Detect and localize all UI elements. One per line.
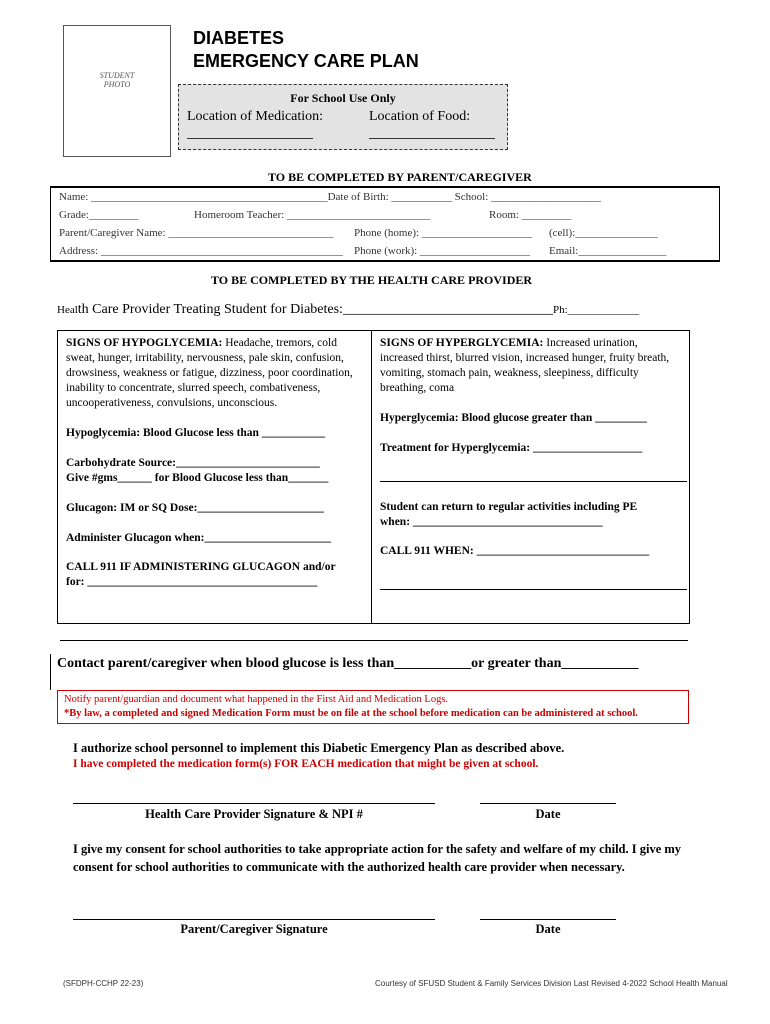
return-to-activities-label: Student can return to regular activities including PE <box>380 501 638 513</box>
hyperglycemia-signs-text: Increased urination, increased thirst, blurred vision, increased hunger, fruity breath, vomiting, stomach pain, weakness, sleepiness, difficulty breathing, coma <box>380 337 670 394</box>
parent-signature-label: Parent/Caregiver Signature <box>180 922 328 936</box>
food-location-label: Location of Food: <box>369 109 471 124</box>
courtesy-footer: Courtesy of SFUSD Student & Family Services Division Last Revised 4-2022 School Health Manual <box>375 979 728 988</box>
photo-label <box>64 71 170 89</box>
contact-left-border <box>50 654 51 690</box>
return-to-activities-field[interactable]: when: _________________________________ <box>380 516 603 528</box>
medication-location-label: Location of Medication: <box>187 109 324 124</box>
medication-form-statement: I have completed the medication form(s) FOR EACH medication that might be given at school. <box>73 758 539 770</box>
hyperglycemia-signs-title: SIGNS OF HYPERGLYCEMIA: <box>380 337 544 349</box>
provider-line-label: th Care Provider Treating Student for Diabetes:______________________________ <box>77 302 553 317</box>
parent-signature-line[interactable] <box>73 919 435 920</box>
call-911-when-field[interactable]: CALL 911 WHEN: ______________________________ <box>380 545 650 557</box>
signs-panel <box>57 330 690 624</box>
hyperglycemia-threshold-field[interactable]: Hyperglycemia: Blood glucose greater than _________ <box>380 412 647 424</box>
health-care-provider-field[interactable] <box>57 302 639 318</box>
contact-parent-box <box>50 640 688 690</box>
parent-name-field[interactable]: Parent/Caregiver Name: ______________________________ <box>59 227 334 239</box>
form-code: (SFDPH-CCHP 22-23) <box>63 979 144 988</box>
parent-section-heading: TO BE COMPLETED BY PARENT/CAREGIVER <box>268 170 532 184</box>
grade-field[interactable]: Grade:_________ <box>59 209 139 221</box>
provider-section-heading: TO BE COMPLETED BY THE HEALTH CARE PROVIDER <box>211 273 533 287</box>
school-use-box <box>178 84 508 150</box>
panel-divider <box>371 331 372 623</box>
address-field[interactable]: Address: ____________________________________________ <box>59 245 343 257</box>
consent-statement: I give my consent for school authorities to take appropriate action for the safety and welfare of my child. I give my consent for school authorities to communicate with the authorized health care provider when necessary. <box>73 842 682 874</box>
form-title-line1: DIABETES <box>193 28 285 48</box>
student-info-box <box>50 186 720 262</box>
provider-signature-label: Health Care Provider Signature & NPI # <box>145 807 363 821</box>
provider-date-line[interactable] <box>480 803 616 804</box>
provider-line-prefix: Heal <box>57 304 78 316</box>
phone-home-field[interactable]: Phone (home): ____________________ <box>354 227 532 239</box>
provider-phone-label: Ph:_____________ <box>552 304 640 316</box>
cell-phone-field[interactable]: (cell):_______________ <box>549 227 658 239</box>
hypoglycemia-signs <box>66 336 366 411</box>
photo-label-line1: STUDENT <box>99 71 135 80</box>
hyperglycemia-treatment-line[interactable] <box>380 481 687 482</box>
form-title-line2: EMERGENCY CARE PLAN <box>193 51 419 71</box>
hyperglycemia-signs <box>380 336 680 396</box>
phone-work-field[interactable]: Phone (work): ____________________ <box>354 245 530 257</box>
room-field[interactable]: Room: _________ <box>489 209 572 221</box>
give-grams-field[interactable]: Give #gms______ for Blood Glucose less than_______ <box>66 472 329 484</box>
hypoglycemia-signs-title: SIGNS OF HYPOGLYCEMIA: <box>66 337 223 349</box>
parent-date-line[interactable] <box>480 919 616 920</box>
email-field[interactable]: Email:________________ <box>549 245 667 257</box>
provider-signature-line[interactable] <box>73 803 435 804</box>
student-photo-box <box>63 25 171 157</box>
administer-glucagon-field[interactable]: Administer Glucagon when:______________________ <box>66 532 331 544</box>
hypoglycemia-signs-text: Headache, tremors, cold sweat, hunger, irritability, nervousness, pale skin, confusion, drowsiness, weakness or fatigue, dizziness, poor coordination, inability to concentrate, slurred speech, combativeness, uncooperativeness, convulsions, unconscious. <box>66 337 353 409</box>
contact-top-border <box>60 640 688 641</box>
provider-date-label: Date <box>535 807 561 821</box>
parent-date-label: Date <box>535 922 561 936</box>
call-911-glucagon-label: CALL 911 IF ADMINISTERING GLUCAGON and/or <box>66 561 336 573</box>
notice-box <box>57 690 689 724</box>
hypoglycemia-threshold-field[interactable]: Hypoglycemia: Blood Glucose less than ___________ <box>66 427 326 439</box>
school-use-heading: For School Use Only <box>290 91 396 105</box>
call-911-glucagon-field[interactable]: for: ________________________________________ <box>66 576 318 588</box>
medication-location-field[interactable] <box>187 138 313 139</box>
food-location-field[interactable] <box>369 138 495 139</box>
call-911-when-line[interactable] <box>380 589 687 590</box>
photo-label-line2: PHOTO <box>103 80 131 89</box>
notice-line2: *By law, a completed and signed Medication Form must be on file at the school before medication can be administered at school. <box>64 708 638 719</box>
contact-threshold-field[interactable]: Contact parent/caregiver when blood glucose is less than___________or greater than___________ <box>57 656 639 671</box>
homeroom-teacher-field[interactable]: Homeroom Teacher: __________________________ <box>194 209 431 221</box>
authorization-statement: I authorize school personnel to implement this Diabetic Emergency Plan as described above. <box>73 741 565 755</box>
glucagon-dose-field[interactable]: Glucagon: IM or SQ Dose:______________________ <box>66 502 324 514</box>
hyperglycemia-treatment-field[interactable]: Treatment for Hyperglycemia: ___________________ <box>380 442 643 454</box>
carb-source-field[interactable]: Carbohydrate Source:_________________________ <box>66 457 320 469</box>
notice-line1: Notify parent/guardian and document what happened in the First Aid and Medication Logs. <box>64 694 449 705</box>
student-name-dob-school-field[interactable]: Name: ___________________________________________Date of Birth: ___________ School: ____________________ <box>59 191 602 203</box>
